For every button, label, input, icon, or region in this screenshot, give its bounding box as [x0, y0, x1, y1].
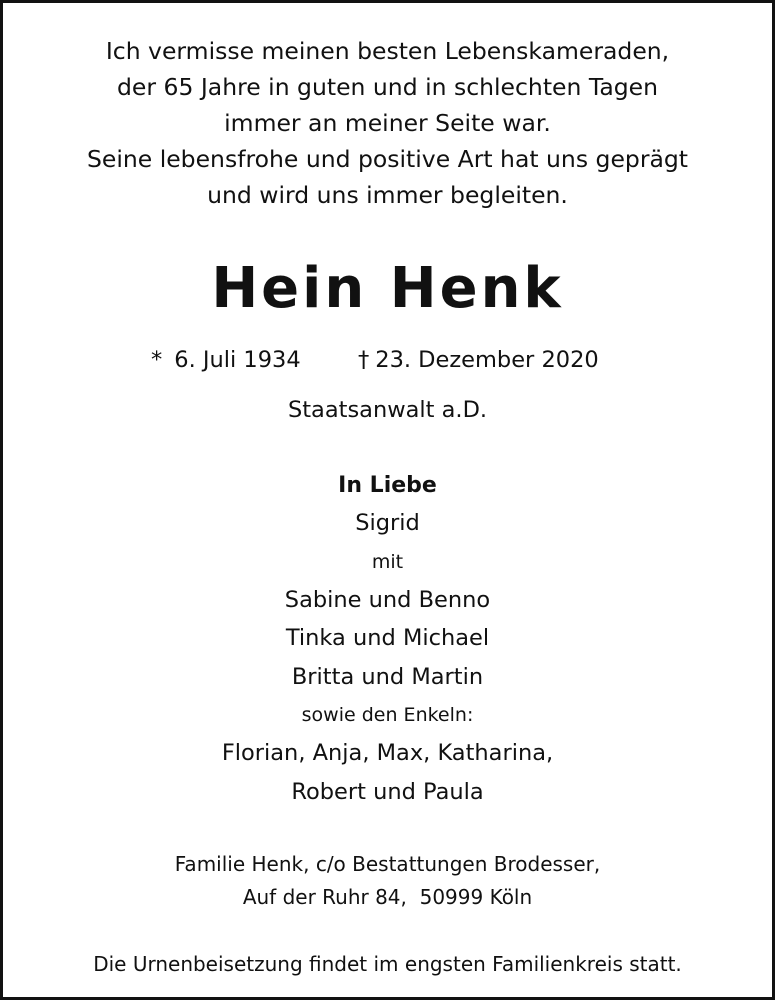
- children-couple: Tinka und Michael: [285, 625, 490, 651]
- deceased-name: Hein Henk: [211, 256, 564, 321]
- intro-text: [3, 33, 772, 213]
- mourners-list: [3, 468, 772, 811]
- grandchildren-label: sowie den Enkeln:: [301, 704, 474, 726]
- children-couple: Britta und Martin: [291, 663, 484, 690]
- life-dates: [3, 343, 772, 377]
- children-couple: Sabine und Benno: [284, 586, 491, 613]
- address-line: Auf der Ruhr 84, 50999 Köln: [242, 885, 533, 909]
- intro-line: und wird uns immer begleiten.: [207, 181, 568, 209]
- intro-line: immer an meiner Seite war.: [224, 109, 551, 137]
- spouse-name: Sigrid: [355, 510, 420, 536]
- burial-note: Die Urnenbeisetzung findet im engsten Familienkreis statt.: [93, 952, 682, 976]
- intro-line: Ich vermisse meinen besten Lebenskameraden,: [105, 37, 670, 65]
- grandchildren-names: Robert und Paula: [291, 778, 484, 805]
- death-date: 23. Dezember 2020: [375, 347, 599, 373]
- intro-line: der 65 Jahre in guten und in schlechten Tagen: [116, 73, 659, 101]
- address-line: Familie Henk, c/o Bestattungen Brodesser,: [174, 852, 601, 876]
- mourners-heading: In Liebe: [338, 473, 437, 498]
- mourners-connector: mit: [371, 550, 404, 573]
- deceased-title: Staatsanwalt a.D.: [287, 397, 488, 423]
- grandchildren-names: Florian, Anja, Max, Katharina,: [221, 740, 554, 766]
- birth-date-group: [151, 343, 301, 377]
- birth-date: 6. Juli 1934: [174, 347, 301, 373]
- birth-symbol: *: [151, 347, 163, 373]
- contact-address: [3, 848, 772, 914]
- intro-line: Seine lebensfrohe und positive Art hat uns geprägt: [86, 145, 689, 173]
- cross-icon: †: [358, 347, 370, 373]
- death-date-group: [358, 343, 599, 377]
